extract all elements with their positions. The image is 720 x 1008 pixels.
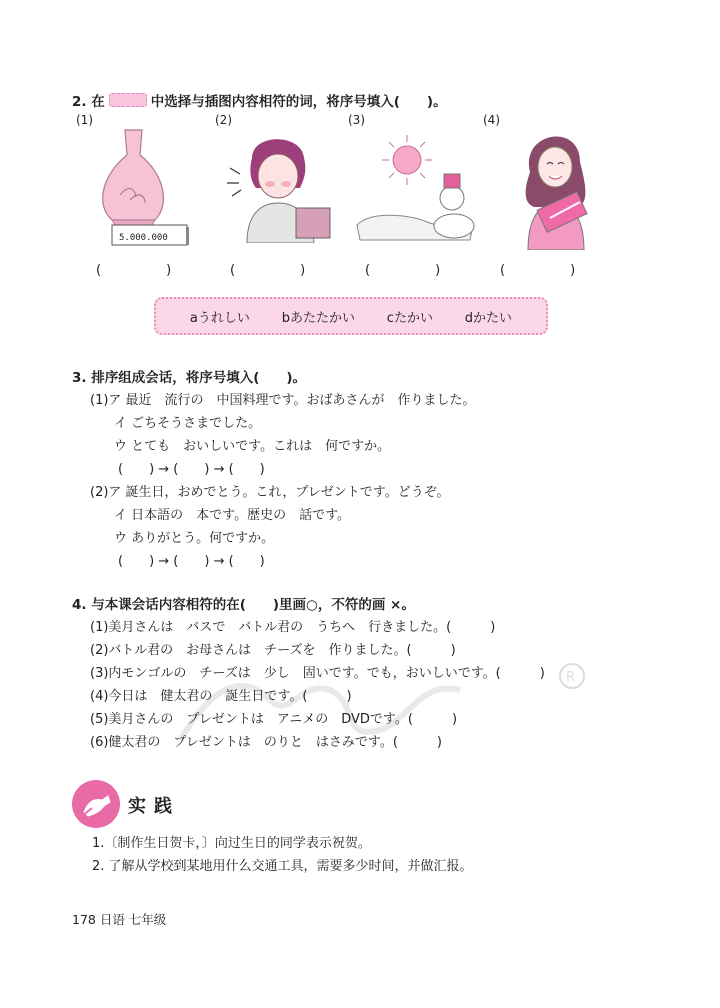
q2-item-label-4: (4)	[483, 113, 500, 127]
registered-mark-icon	[558, 662, 586, 690]
girl-with-gift-illustration	[510, 122, 600, 250]
q2-answer-4[interactable]: ( )	[500, 263, 576, 278]
sun-snowman-illustration	[352, 130, 482, 245]
q2-answer-1[interactable]: ( )	[96, 263, 172, 278]
practice-title: 实践	[128, 796, 180, 817]
q3-line: イ ごちそうさまでした。	[114, 416, 262, 431]
option-d: dかたい	[464, 310, 513, 326]
page-footer: 178 日语 七年级	[72, 912, 167, 927]
pink-blank-box	[109, 93, 147, 107]
q4-statement: (5)美月さんの プレゼントは アニメの DVDです。( )	[90, 712, 458, 727]
q3-line: (2)ア 誕生日，おめでとう。これ，プレゼントです。どうぞ。	[90, 485, 450, 500]
q3-line: (1)ア 最近 流行の 中国料理です。おばあさんが 作りました。	[90, 393, 476, 408]
q3-line: ウ とても おいしいです。これは 何ですか。	[114, 439, 391, 454]
vase-illustration	[90, 125, 200, 250]
option-c: cたかい	[386, 310, 433, 326]
option-b: bあたたかい	[281, 310, 355, 326]
q4-statement: (2)バトル君の お母さんは チーズを 作りました。( )	[90, 643, 456, 658]
q2-title: 2. 在 中选择与插图内容相符的词，将序号填入( )。	[72, 94, 447, 110]
svg-text:R: R	[566, 670, 576, 685]
q2-item-label-2: (2)	[215, 113, 232, 127]
option-a: aうれしい	[189, 310, 250, 326]
q3-title: 3. 排序组成会话，将序号填入( )。	[72, 370, 307, 386]
practice-item-1: 1.〔制作生日贺卡，〕向过生日的同学表示祝贺。	[92, 836, 371, 851]
q3-answer-sequence-2[interactable]: ( ) → ( ) → ( )	[118, 554, 265, 569]
person-chewing-illustration	[222, 128, 337, 243]
q2-item-label-3: (3)	[348, 113, 365, 127]
q3-line: イ 日本語の 本です。歴史の 話です。	[114, 508, 351, 523]
q2-answer-2[interactable]: ( )	[230, 263, 306, 278]
q4-statement: (3)内モンゴルの チーズは 少し 固いです。でも，おいしいです。( )	[90, 666, 545, 681]
q2-answer-3[interactable]: ( )	[365, 263, 441, 278]
q4-title: 4. 与本课会话内容相符的在( )里画○，不符的画 ×。	[72, 597, 415, 613]
q4-statement: (1)美月さんは バスで バトル君の うちへ 行きました。( )	[90, 620, 496, 635]
q3-answer-sequence-1[interactable]: ( ) → ( ) → ( )	[118, 462, 265, 477]
q4-statement: (6)健太君の プレゼントは のりと はさみです。( )	[90, 735, 442, 750]
practice-item-2: 2. 了解从学校到某地用什么交通工具，需要多少时间，并做汇报。	[92, 859, 473, 874]
q4-statement: (4)今日は 健太君の 誕生日です。( )	[90, 689, 352, 704]
price-tag: 5.000.000	[119, 233, 168, 243]
q3-line: ウ ありがとう。何ですか。	[114, 531, 275, 546]
word-choice-box	[154, 297, 548, 335]
practice-icon	[72, 780, 120, 828]
q2-item-label-1: (1)	[76, 113, 93, 127]
